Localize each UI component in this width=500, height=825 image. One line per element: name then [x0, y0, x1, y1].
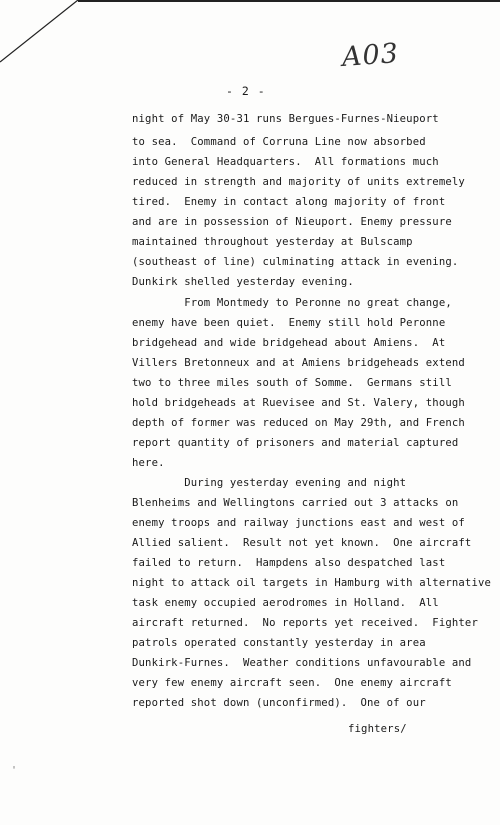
text-line: During yesterday evening and night	[132, 477, 407, 489]
margin-mark: '	[11, 765, 18, 776]
text-line: failed to return. Hampdens also despatched last	[132, 557, 446, 569]
text-line: into General Headquarters. All formations much	[132, 156, 439, 168]
text-line: Blenheims and Wellingtons carried out 3 attacks on	[132, 497, 459, 509]
text-line: patrols operated constantly yesterday in area	[132, 637, 426, 649]
text-line: enemy have been quiet. Enemy still hold Peronne	[132, 317, 446, 329]
text-line: depth of former was reduced on May 29th, and French	[132, 417, 465, 429]
folded-corner-icon	[0, 0, 120, 120]
page-top-edge	[78, 0, 500, 2]
text-line: From Montmedy to Peronne no great change,	[132, 297, 452, 309]
text-line: and are in possession of Nieuport. Enemy pressure	[132, 216, 452, 228]
text-line: enemy troops and railway junctions east and west of	[132, 517, 465, 529]
text-line: (southeast of line) culminating attack in evening.	[132, 256, 459, 268]
text-line: maintained throughout yesterday at Bulscamp	[132, 236, 413, 248]
text-line: reported shot down (unconfirmed). One of our	[132, 697, 426, 709]
text-line: report quantity of prisoners and material captured	[132, 437, 459, 449]
page-number: - 2 -	[226, 84, 266, 98]
text-line: Dunkirk shelled yesterday evening.	[132, 276, 354, 288]
text-line: Allied salient. Result not yet known. One aircraft	[132, 537, 472, 549]
text-line: bridgehead and wide bridgehead about Amiens. At	[132, 337, 446, 349]
text-line: night to attack oil targets in Hamburg with alternative	[132, 577, 492, 589]
text-line: Villers Bretonneux and at Amiens bridgeheads extend	[132, 357, 465, 369]
text-line: night of May 30-31 runs Bergues-Furnes-Nieuport	[132, 113, 439, 125]
text-line: here.	[132, 457, 165, 469]
text-line: hold bridgeheads at Ruevisee and St. Valery, though	[132, 397, 465, 409]
catchword: fighters/	[348, 723, 407, 735]
text-line: very few enemy aircraft seen. One enemy aircraft	[132, 677, 452, 689]
archive-mark: A03	[340, 38, 400, 73]
text-line: to sea. Command of Corruna Line now absorbed	[132, 136, 426, 148]
text-line: Dunkirk-Furnes. Weather conditions unfavourable and	[132, 657, 472, 669]
text-line: tired. Enemy in contact along majority of front	[132, 196, 446, 208]
text-line: two to three miles south of Somme. Germans still	[132, 377, 452, 389]
text-line: task enemy occupied aerodromes in Holland. All	[132, 597, 439, 609]
text-line: aircraft returned. No reports yet received. Fighter	[132, 617, 478, 629]
text-line: reduced in strength and majority of units extremely	[132, 176, 465, 188]
